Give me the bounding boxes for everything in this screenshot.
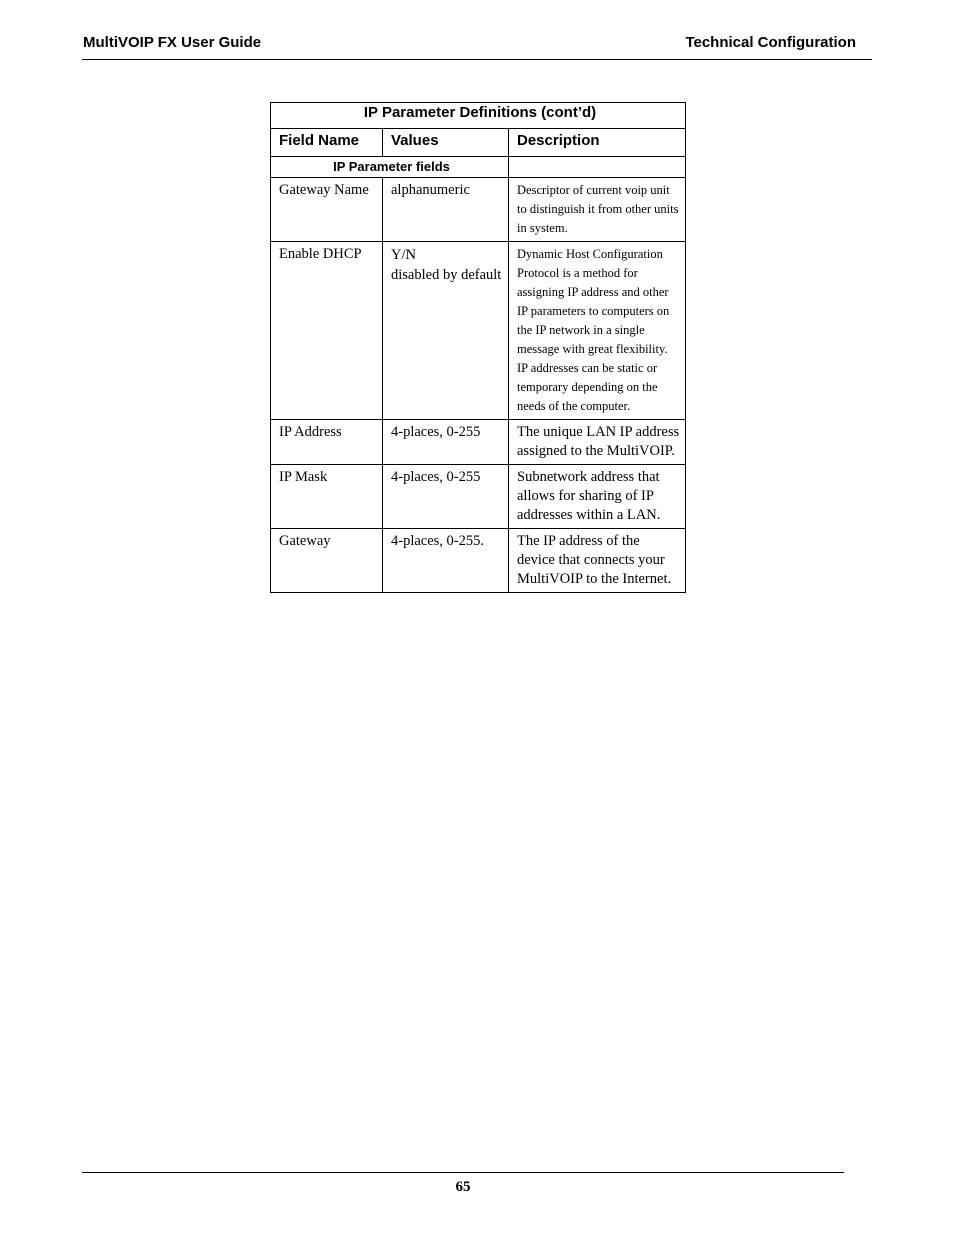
description-cell: The unique LAN IP address assigned to the MultiVOIP. (509, 420, 686, 465)
table-row (271, 178, 686, 242)
values-cell: 4-places, 0-255 (383, 420, 509, 465)
values-cell: 4-places, 0-255 (383, 465, 509, 529)
header-section-title: Technical Configuration (685, 34, 856, 51)
description-cell: The IP address of the device that connects your MultiVOIP to the Internet. (509, 529, 686, 593)
page-number: 65 (455, 1179, 471, 1195)
field-name-cell: Gateway (271, 529, 383, 593)
header-document-title: MultiVOIP FX User Guide (83, 34, 262, 51)
table-row (271, 529, 686, 593)
table-row (271, 242, 686, 420)
values-cell (383, 242, 509, 420)
field-name-cell: IP Mask (271, 465, 383, 529)
description-cell: Descriptor of current voip unit to distinguish it from other units in system. (509, 178, 686, 242)
values-cell: 4-places, 0-255. (383, 529, 509, 593)
table-row (271, 420, 686, 465)
section-label: IP Parameter fields (271, 157, 509, 178)
page-footer (82, 1172, 844, 1195)
table-row (271, 465, 686, 529)
field-name-cell: Gateway Name (271, 178, 383, 242)
description-cell: Subnetwork address that allows for sharing of IP addresses within a LAN. (509, 465, 686, 529)
values-line: Y/N (391, 247, 416, 263)
table-section-row (271, 157, 686, 178)
values-line: disabled by default (391, 267, 502, 283)
values-cell: alphanumeric (383, 178, 509, 242)
ip-parameter-table (270, 102, 686, 593)
section-empty-cell (509, 157, 686, 178)
table-title: IP Parameter Definitions (cont’d) (271, 103, 686, 129)
column-header-field-name: Field Name (271, 129, 383, 157)
table-title-row (271, 103, 686, 129)
field-name-cell: Enable DHCP (271, 242, 383, 420)
description-cell: Dynamic Host Configuration Protocol is a method for assigning IP address and other IP parameters to computers on the IP network in a single message with great flexibility. IP addresses can be static or temporary depending on the needs of the computer. (509, 242, 686, 420)
table-header-row (271, 129, 686, 157)
field-name-cell: IP Address (271, 420, 383, 465)
column-header-description: Description (509, 129, 686, 157)
column-header-values: Values (383, 129, 509, 157)
page-header (82, 33, 872, 60)
